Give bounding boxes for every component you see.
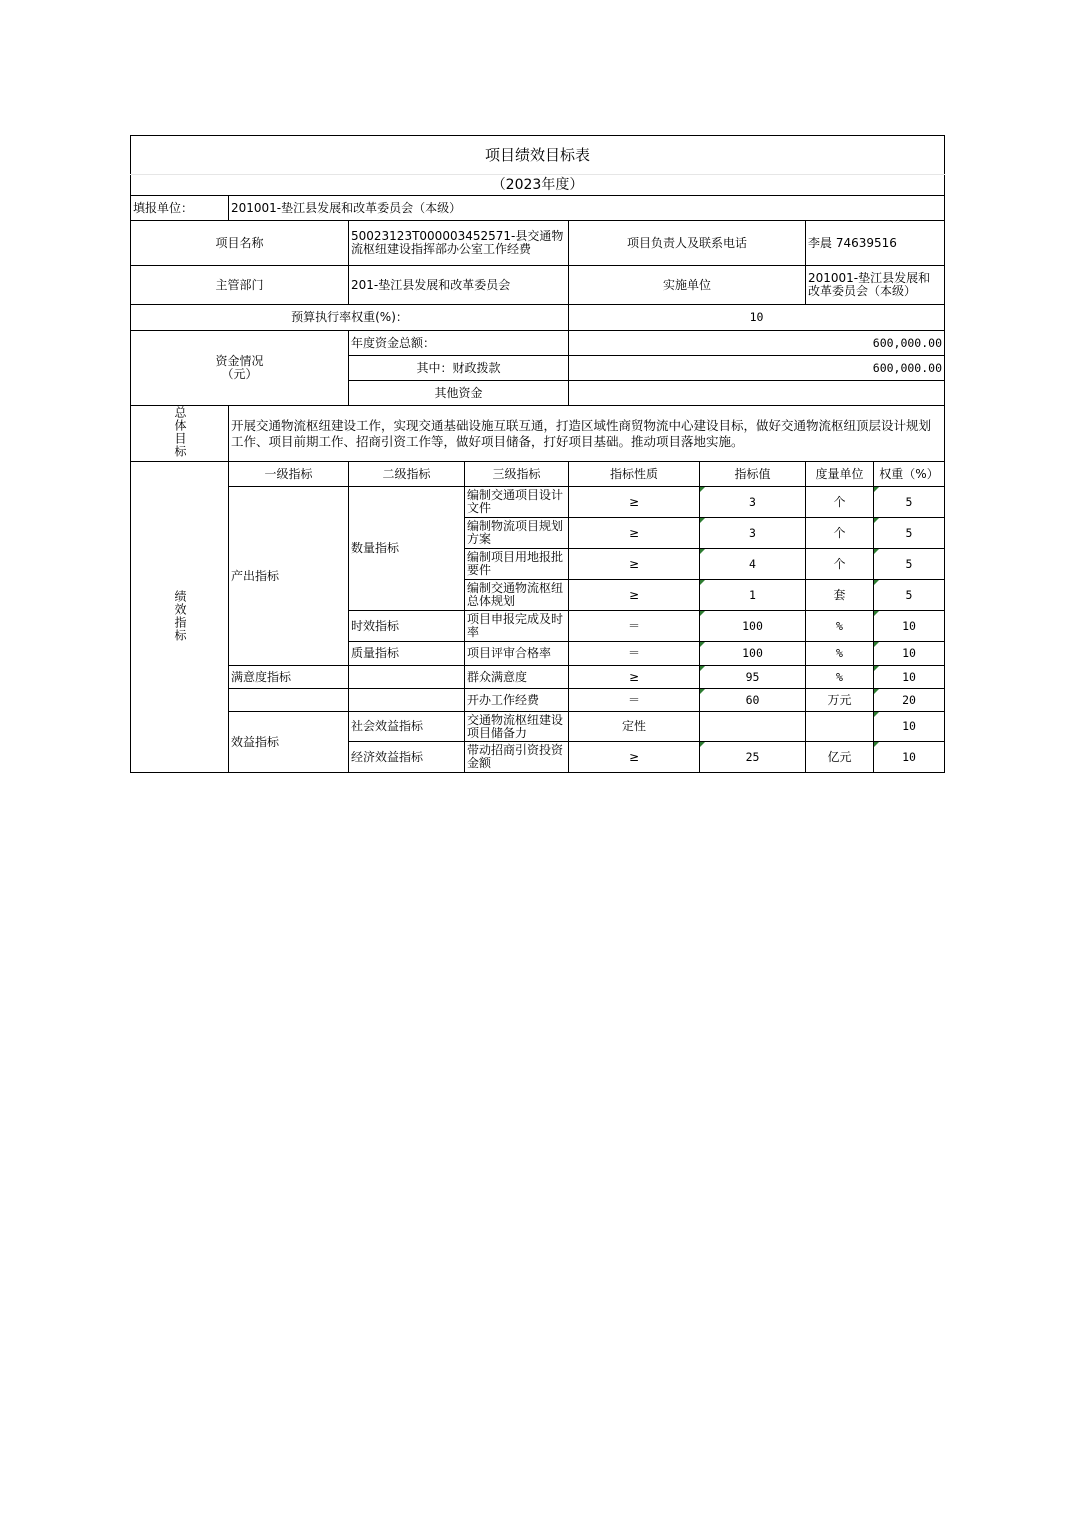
nature-cell: ≥ xyxy=(569,742,700,773)
level1-satisfaction: 满意度指标 xyxy=(229,666,349,689)
level1-output: 产出指标 xyxy=(229,487,349,666)
weight-cell: 10 xyxy=(874,611,945,642)
unit-cell: 个 xyxy=(806,549,874,580)
level3-cell: 编制交通物流枢纽总体规划 xyxy=(465,580,569,611)
dept-value: 201-垫江县发展和改革委员会 xyxy=(349,266,569,305)
unit-cell: % xyxy=(806,611,874,642)
level2-empty xyxy=(349,689,465,712)
impl-unit-value: 201001-垫江县发展和改革委员会（本级） xyxy=(806,266,945,305)
level3-cell: 带动招商引资投资金额 xyxy=(465,742,569,773)
value-cell: 95 xyxy=(700,666,806,689)
nature-cell: ≥ xyxy=(569,518,700,549)
goal-label-cell xyxy=(131,406,229,462)
header-level2: 二级指标 xyxy=(349,462,465,487)
level2-timeliness: 时效指标 xyxy=(349,611,465,642)
contact-label: 项目负责人及联系电话 xyxy=(569,221,806,266)
goal-text: 开展交通物流枢纽建设工作，实现交通基础设施互联互通，打造区域性商贸物流中心建设目标，做好交通物流枢纽顶层设计规划工作、项目前期工作、招商引资工作等，做好项目储备，打好项目基础。推动项目落地实施。 xyxy=(229,406,945,462)
unit-cell: 套 xyxy=(806,580,874,611)
filler-value: 201001-垫江县发展和改革委员会（本级） xyxy=(229,196,945,221)
weight-cell: 10 xyxy=(874,742,945,773)
value-cell xyxy=(700,712,806,742)
nature-cell: 定性 xyxy=(569,712,700,742)
unit-cell: % xyxy=(806,666,874,689)
level1-benefit: 效益指标 xyxy=(229,712,349,773)
level3-cell: 群众满意度 xyxy=(465,666,569,689)
impl-unit-label: 实施单位 xyxy=(569,266,806,305)
level3-cell: 开办工作经费 xyxy=(465,689,569,712)
level3-cell: 项目申报完成及时率 xyxy=(465,611,569,642)
header-nature: 指标性质 xyxy=(569,462,700,487)
level2-quality: 质量指标 xyxy=(349,642,465,666)
indicator-row xyxy=(131,666,945,689)
funds-label: 资金情况 xyxy=(215,354,264,368)
header-unit: 度量单位 xyxy=(806,462,874,487)
funds-total-label: 年度资金总额： xyxy=(349,331,569,356)
weight-cell: 20 xyxy=(874,689,945,712)
level2-social: 社会效益指标 xyxy=(349,712,465,742)
funds-other-label: 其他资金 xyxy=(349,381,569,406)
unit-cell: 个 xyxy=(806,487,874,518)
indicators-label-cell xyxy=(131,462,229,773)
value-cell: 3 xyxy=(700,518,806,549)
nature-cell: ≥ xyxy=(569,549,700,580)
unit-cell: 亿元 xyxy=(806,742,874,773)
sheet-year: （2023年度） xyxy=(131,175,945,196)
level2-economic: 经济效益指标 xyxy=(349,742,465,773)
funds-unit: （元） xyxy=(221,367,258,381)
sheet-title: 项目绩效目标表 xyxy=(131,136,945,175)
performance-target-table xyxy=(130,135,945,773)
value-cell: 3 xyxy=(700,487,806,518)
value-cell: 4 xyxy=(700,549,806,580)
header-level1: 一级指标 xyxy=(229,462,349,487)
funds-fiscal-value: 600,000.00 xyxy=(569,356,945,381)
weight-cell: 5 xyxy=(874,487,945,518)
value-cell: 60 xyxy=(700,689,806,712)
level1-empty xyxy=(229,689,349,712)
header-weight: 权重（%） xyxy=(874,462,945,487)
unit-cell: 个 xyxy=(806,518,874,549)
indicators-label: 绩效指标 xyxy=(173,589,187,642)
unit-cell xyxy=(806,712,874,742)
funds-label-cell xyxy=(131,331,349,406)
project-name-value: 50023123T000003452571-县交通物流枢纽建设指挥部办公室工作经费 xyxy=(349,221,569,266)
value-cell: 100 xyxy=(700,642,806,666)
nature-cell: ≥ xyxy=(569,580,700,611)
indicator-row xyxy=(131,712,945,742)
dept-label: 主管部门 xyxy=(131,266,349,305)
weight-cell: 5 xyxy=(874,549,945,580)
level2-empty xyxy=(349,666,465,689)
nature-cell: ≥ xyxy=(569,666,700,689)
nature-cell: ≥ xyxy=(569,487,700,518)
filler-label: 填报单位： xyxy=(131,196,229,221)
funds-other-value xyxy=(569,381,945,406)
unit-cell: 万元 xyxy=(806,689,874,712)
performance-target-sheet xyxy=(130,135,944,773)
budget-weight-label: 预算执行率权重(%)： xyxy=(131,305,569,331)
header-level3: 三级指标 xyxy=(465,462,569,487)
level3-cell: 编制交通项目设计文件 xyxy=(465,487,569,518)
budget-weight-value: 10 xyxy=(569,305,945,331)
header-value: 指标值 xyxy=(700,462,806,487)
nature-cell: ＝ xyxy=(569,642,700,666)
value-cell: 25 xyxy=(700,742,806,773)
level3-cell: 项目评审合格率 xyxy=(465,642,569,666)
value-cell: 1 xyxy=(700,580,806,611)
nature-cell: ＝ xyxy=(569,689,700,712)
unit-cell: % xyxy=(806,642,874,666)
value-cell: 100 xyxy=(700,611,806,642)
contact-value: 李晨 74639516 xyxy=(806,221,945,266)
project-name-label: 项目名称 xyxy=(131,221,349,266)
weight-cell: 5 xyxy=(874,580,945,611)
indicator-row xyxy=(131,689,945,712)
level3-cell: 交通物流枢纽建设项目储备力 xyxy=(465,712,569,742)
level3-cell: 编制物流项目规划方案 xyxy=(465,518,569,549)
weight-cell: 5 xyxy=(874,518,945,549)
nature-cell: ＝ xyxy=(569,611,700,642)
weight-cell: 10 xyxy=(874,666,945,689)
weight-cell: 10 xyxy=(874,712,945,742)
level2-quantity: 数量指标 xyxy=(349,487,465,611)
level3-cell: 编制项目用地报批要件 xyxy=(465,549,569,580)
goal-label: 总体目标 xyxy=(173,406,187,458)
funds-total-value: 600,000.00 xyxy=(569,331,945,356)
indicator-row xyxy=(131,487,945,518)
funds-fiscal-label: 其中：财政拨款 xyxy=(349,356,569,381)
weight-cell: 10 xyxy=(874,642,945,666)
